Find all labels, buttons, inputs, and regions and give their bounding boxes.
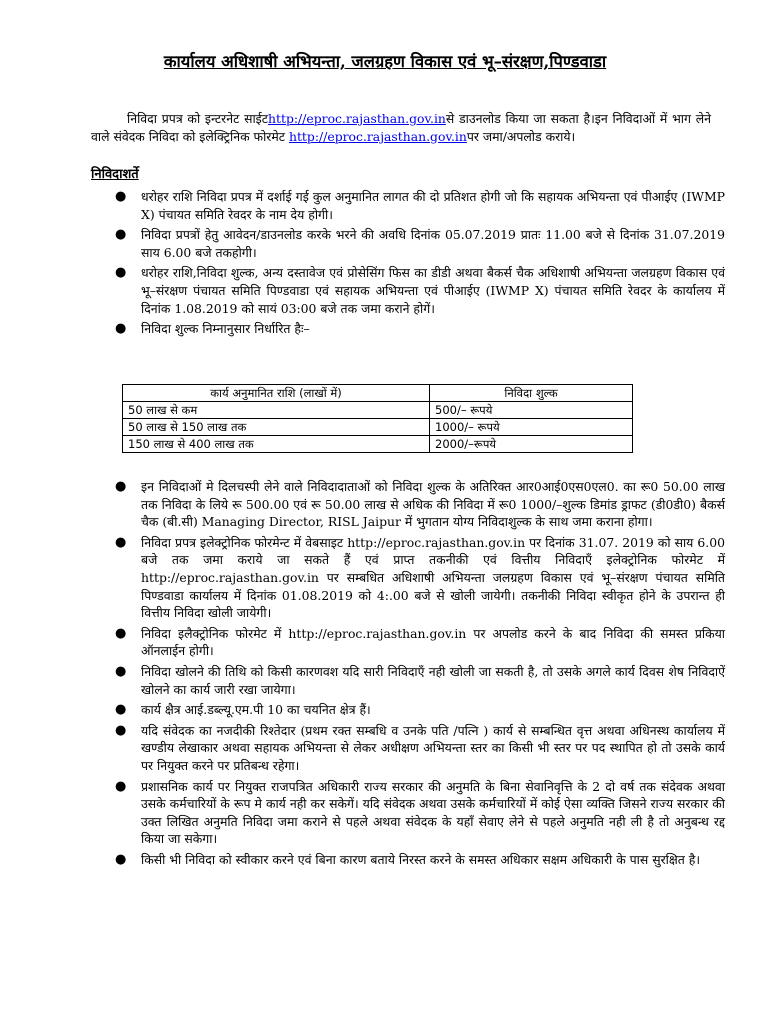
intro-paragraph [91, 110, 711, 145]
condition-item [113, 722, 725, 775]
bullet-icon: ● [115, 227, 127, 243]
eproc-link-1[interactable]: http://eproc.rajasthan.gov.in [268, 111, 446, 126]
bullet-icon: ● [115, 778, 127, 794]
page-title: कार्यालय अधिशाषी अभियन्ता, जलग्रहण विकास एवं भू–संरक्षण,पिण्डवाडा [163, 52, 607, 71]
condition-item [113, 778, 725, 848]
bullet-icon: ● [115, 722, 127, 738]
condition-item [113, 851, 725, 869]
condition-text: प्रशासनिक कार्य पर नियुक्त राजपत्रित अधिकारी राज्य सरकार की अनुमति के बिना सेवानिवृत्ति के 2 दो वर्ष तक संदेवक अथवा उसके कर्मचारियों के रूप मे कार्य नही कर सकेगें। यदि संवेदक अथवा उसके कर्मचारियों में कोई ऐसा व्यक्ति जिसने राज्य सरकार की उक्त लिखित अनुमति निविदा जमा कराने से पहले अथवा संवेदक के यहाँ सेवाए लेने से पहले अनुमति नही ली है तो अनुबन्ध रद्द किया जा सकेगा। [141, 778, 725, 847]
condition-text: धरोहर राशि,निविदा शुल्क, अन्य दस्तावेज एवं प्रोसेसिंग फिस का डीडी अथवा बैकर्स चैक अधिशाषी अभियन्ता जलग्रहण विकास एवं भू–संरक्षण पंचायत समिति पिण्डवाडा एवं सहायक अभियन्ता एवं पीआईए (IWMP X) पंचायत समिति रेवदर के कार्यालय में दिनांक 1.08.2019 को सायं 03:00 बजे तक जमा कराने होगें। [141, 265, 725, 316]
condition-text: कार्य क्षैत्र आई.डब्ल्यू.एम.पी 10 का चयनित क्षेत्र हैं। [141, 702, 371, 718]
bullet-icon: ● [115, 265, 127, 281]
bullet-icon: ● [115, 702, 127, 718]
condition-text: निविदा प्रपत्रों हेतु आवेदन/डाउनलोड करके भरने की अवधि दिनांक 05.07.2019 प्रातः 11.00 बजे से दिनांक 31.07.2019 साय 6.00 बजे तकहोगी। [141, 227, 725, 260]
eproc-link-2[interactable]: http://eproc.rajasthan.gov.in [288, 128, 467, 144]
table-header: कार्य अनुमानित राशि (लाखों में) [123, 385, 430, 402]
bullet-icon: ● [115, 321, 127, 337]
condition-item [113, 701, 725, 719]
condition-item [113, 188, 725, 223]
table-header-row [123, 385, 633, 402]
condition-item [113, 663, 725, 698]
condition-item [113, 478, 725, 531]
condition-text: इन निविदाओं मे दिलचस्पी लेने वाले निविदादाताओं को निविदा शुल्क के अतिरिक्त आर0आई0एस0एल0. का रू0 50.00 लाख तक निविदा के लिये रू 500.00 एवं रू 50.00 लाख से अधिक की निविदा में रू0 1000/–शुल्क डिमांड ड्राफट (डी0डी0) बैकर्स चैक (बी.सी) Managing Director, RISL Jaipur में भुगतान योग्य निविदाशुल्क के साथ जमा कराना होगा। [141, 479, 725, 530]
table-cell: 1000/– रूपये [430, 419, 633, 436]
table-row [123, 436, 633, 453]
condition-text: धरोहर राशि निविदा प्रपत्र में दर्शाई गई कुल अनुमानित लागत की दो प्रतिशत होगी जो कि सहायक अभियन्ता एवं पीआईए (IWMP X) पंचायत समिति रेवदर के नाम देय होगी। [141, 189, 725, 222]
condition-text: निविदा प्रपत्र इलेक्ट्रोनिक फोरमेन्ट में वेबसाइट http://eproc.rajasthan.gov.in पर दिनांक 31.07. 2019 को साय 6.00 बजे तक जमा कराये जा सकते हैं एवं प्राप्त तकनीकी एवं वित्तीय निविदाएँ इलेक्ट्रोनिक फोरमेट में http://eproc.rajasthan.gov.in पर सम्बधित अधिशाषी अभियन्ता जलग्रहण विकास एवं भू–संरक्षण पंचायत समिति पिण्डवाडा कार्यालय में दिनांक 01.08.2019 को 4:.00 बजे से खोली जायेगी। तकनीकी निविदा स्वीकृत होने के उपरान्त ही वित्तीय निविदा खोली जायेगी। [141, 534, 725, 621]
table-cell: 150 लाख से 400 लाख तक [123, 436, 430, 453]
conditions-heading: निविदाशर्ते [91, 167, 139, 182]
condition-item [113, 625, 725, 660]
intro-text-2: से डाउनलोड किया जा सकता है।इन निविदाओं में भाग लेने वाले संवेदक निविदा को इलेक्ट्रिनिक फोरमेट [91, 111, 712, 144]
table-header: निविदा शुल्क [430, 385, 633, 402]
condition-text: निविदा शुल्क निम्नानुसार निर्धारित हैः– [141, 321, 310, 337]
bullet-icon: ● [115, 479, 127, 494]
intro-text-3: पर जमा/अपलोड कराये। [466, 128, 576, 144]
bullet-icon: ● [115, 851, 127, 867]
condition-text: किसी भी निविदा को स्वीकार करने एवं बिना कारण बताये निरस्त करने के समस्त अधिकार सक्षम अधिकारी के पास सुरक्षित है। [141, 851, 701, 867]
conditions-list [113, 188, 725, 341]
condition-text: निविदा खोलने की तिथि को किसी कारणवश यदि सारी निविदाएँ नही खोली जा सकती है, तो उसके अगले कार्य दिवस शेष निविदाऐं खोलने का कार्य जारी रखा जायेगा। [141, 663, 725, 697]
table-cell: 2000/–रूपये [430, 436, 633, 453]
condition-item [113, 534, 725, 622]
condition-text: यदि संवेदक का नजदीकी रिश्तेदार (प्रथम रक्त सम्बधि व उनके पति /पत्नि ) कार्य से सम्बन्धित वृत्त अथवा अधिनस्थ कार्यालय में खण्डीय लेखाकार अथवा सहायक अभियन्ता से लेकर अधीक्षण अभियन्ता स्तर का किसी भी स्तर पर पद स्थापित हो तो उसके कार्य पर नियुक्त करने पर प्रतिबन्ध रहेगा। [141, 722, 725, 773]
conditions-list-continued [113, 478, 725, 871]
bullet-icon: ● [115, 663, 127, 679]
bullet-icon: ● [115, 189, 127, 204]
fee-table [122, 384, 633, 453]
table-row [123, 419, 633, 436]
condition-item [113, 264, 725, 317]
table-cell: 50 लाख से कम [123, 402, 430, 419]
condition-text: निविदा इलैक्ट्रोनिक फोरमेट में http://eproc.rajasthan.gov.in पर अपलोड करने के बाद निविदा की समस्त प्रकिया ऑनलाईन होगी। [141, 625, 725, 659]
table-cell: 50 लाख से 150 लाख तक [123, 419, 430, 436]
table-row [123, 402, 633, 419]
intro-text-1: निविदा प्रपत्र को इन्टरनेट साईट [127, 111, 268, 126]
condition-item [113, 226, 725, 261]
condition-item [113, 320, 725, 338]
bullet-icon: ● [115, 625, 127, 641]
bullet-icon: ● [115, 534, 127, 550]
table-cell: 500/– रूपये [430, 402, 633, 419]
